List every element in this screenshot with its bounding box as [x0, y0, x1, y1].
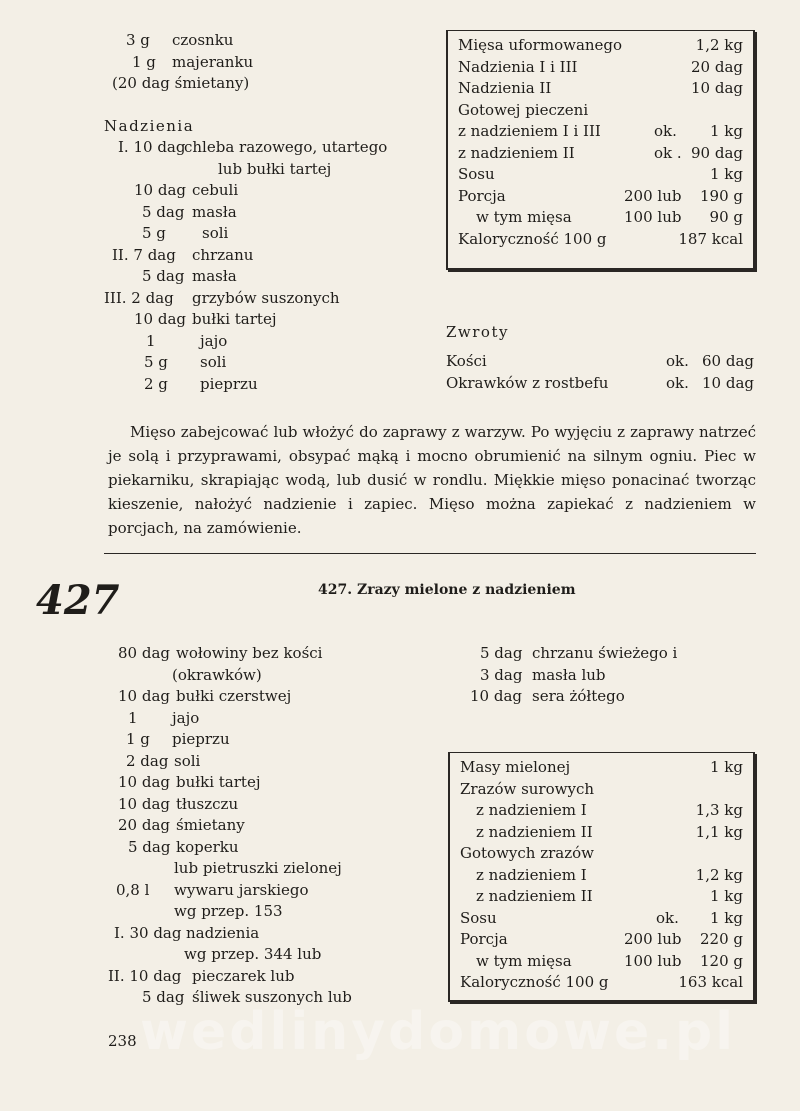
filling-line: 10 dag bułki tartej — [134, 310, 277, 328]
yield-box-bottom — [448, 752, 755, 1002]
ingredient-line: 1 g pieprzu — [126, 730, 230, 748]
returns-list — [446, 351, 754, 394]
fillings-heading: Nadzienia — [104, 117, 195, 135]
ingredient-line: 10 dag tłuszczu — [118, 794, 239, 813]
filling-line: 1 jajo — [146, 331, 228, 350]
watermark: wedlinydomowe.pl — [140, 1002, 737, 1062]
yield-row: z nadzieniem I 1,3 kg — [476, 801, 743, 819]
returns-heading: Zwroty — [446, 323, 509, 341]
ingredient-line: lub pietruszki zielonej — [174, 859, 342, 877]
yield-row: Kaloryczność 100 g 187 kcal — [458, 229, 743, 248]
ingredient-line: 10 dag sera żółtego — [470, 687, 625, 705]
ingredient-line: (okrawków) — [172, 665, 262, 684]
fillings-list — [104, 137, 428, 395]
yield-row: w tym mięsa 100 lub 90 g — [476, 208, 743, 226]
filling-line: I. 10 dag chleba razowego, utartego — [118, 138, 388, 156]
filling-line: III. 2 dag grzybów suszonych — [104, 288, 340, 307]
ingredient-line: 80 dag wołowiny bez kości — [118, 644, 323, 662]
yield-row: Sosu 1 kg — [458, 165, 743, 183]
ingredient-line: I. 30 dag nadzienia — [114, 923, 260, 942]
filling-line: 5 dag masła — [142, 202, 237, 221]
ingredient-line: II. 10 dag pieczarek lub — [108, 966, 295, 985]
ingredient-line: (20 dag śmietany) — [112, 74, 250, 92]
yield-row: Masy mielonej 1 kg — [460, 758, 743, 776]
top-ingredients — [108, 30, 428, 95]
ingredient-line: 2 dag soli — [126, 751, 201, 770]
ingredient-line: 10 dag bułki tartej — [118, 773, 261, 791]
yield-row: Sosu ok. 1 kg — [460, 908, 743, 927]
ingredient-line: 1 g majeranku — [132, 52, 254, 71]
ingredient-line: 1 jajo — [128, 708, 200, 727]
yield-row: Nadzienia II 10 dag — [458, 79, 743, 97]
yield-row: Mięsa uformowanego 1,2 kg — [458, 36, 743, 54]
ingredient-line: 5 dag chrzanu świeżego i — [480, 644, 678, 662]
ingredient-line: wg przep. 153 — [174, 902, 283, 920]
yield-row: z nadzieniem I i III ok. 1 kg — [458, 122, 743, 140]
filling-line: 2 g pieprzu — [144, 374, 258, 393]
yield-box-top — [446, 30, 755, 270]
yield-row: Kaloryczność 100 g 163 kcal — [460, 973, 743, 991]
ingredient-line: 5 dag śliwek suszonych lub — [142, 988, 352, 1006]
returns-row: Okrawków z rostbefu ok. 10 dag — [446, 373, 754, 392]
returns-row: Kości ok. 60 dag — [446, 352, 754, 370]
yield-row: Zrazów surowych — [460, 779, 595, 798]
yield-row: z nadzieniem II 1 kg — [476, 887, 743, 905]
filling-line: 5 dag masła — [142, 267, 237, 285]
yield-row: z nadzieniem II 1,1 kg — [476, 822, 743, 841]
ingredient-line: 0,8 l wywaru jarskiego — [116, 880, 309, 899]
yield-row: Porcja 200 lub 220 g — [460, 930, 743, 948]
page-number: 238 — [108, 1032, 137, 1050]
filling-line: 10 dag cebuli — [134, 181, 239, 199]
yield-row: z nadzieniem I 1,2 kg — [476, 865, 743, 884]
recipe-title: 427. Zrazy mielone z nadzieniem — [318, 582, 576, 598]
section-divider — [104, 553, 756, 554]
ingredient-line: 10 dag bułki czerstwej — [118, 687, 292, 705]
filling-line: 5 g soli — [144, 353, 227, 371]
yield-row: z nadzieniem II ok . 90 dag — [458, 143, 743, 162]
filling-line: 5 g soli — [142, 224, 229, 242]
ingredient-line: wg przep. 344 lub — [184, 945, 322, 963]
ingredient-line: 20 dag śmietany — [118, 816, 245, 834]
preparation-text: Mięso zabejcować lub włożyć do zaprawy z warzyw. Po wyjęciu z zaprawy natrzeć je solą i przyprawami, obsypać mąką i mocno obrumienić na silnym ogniu. Piec w piekarniku, skrapiając wodą, lub dusić w rondlu. Miękkie mięso ponacinać tworząc kieszenie, nałożyć nadzienie i zapiec. Mięso można zapiekać z nadzieniem w porcjach, na zamówienie. — [108, 423, 756, 537]
yield-row: w tym mięsa 100 lub 120 g — [476, 951, 743, 970]
recipe-number: 427 — [36, 577, 120, 624]
recipe-ingredients-left — [108, 643, 448, 1009]
yield-row: Nadzienia I i III 20 dag — [458, 57, 743, 76]
yield-row: Gotowej pieczeni — [458, 100, 589, 119]
recipe-ingredients-right — [470, 643, 756, 708]
filling-line: II. 7 dag chrzanu — [112, 245, 254, 264]
yield-row: Porcja 200 lub 190 g — [458, 186, 743, 205]
filling-line: lub bułki tartej — [218, 159, 332, 178]
ingredient-line: 3 g czosnku — [126, 31, 234, 49]
ingredient-line: 5 dag koperku — [128, 837, 239, 856]
ingredient-line: 3 dag masła lub — [480, 665, 606, 684]
yield-row: Gotowych zrazów — [460, 844, 595, 862]
